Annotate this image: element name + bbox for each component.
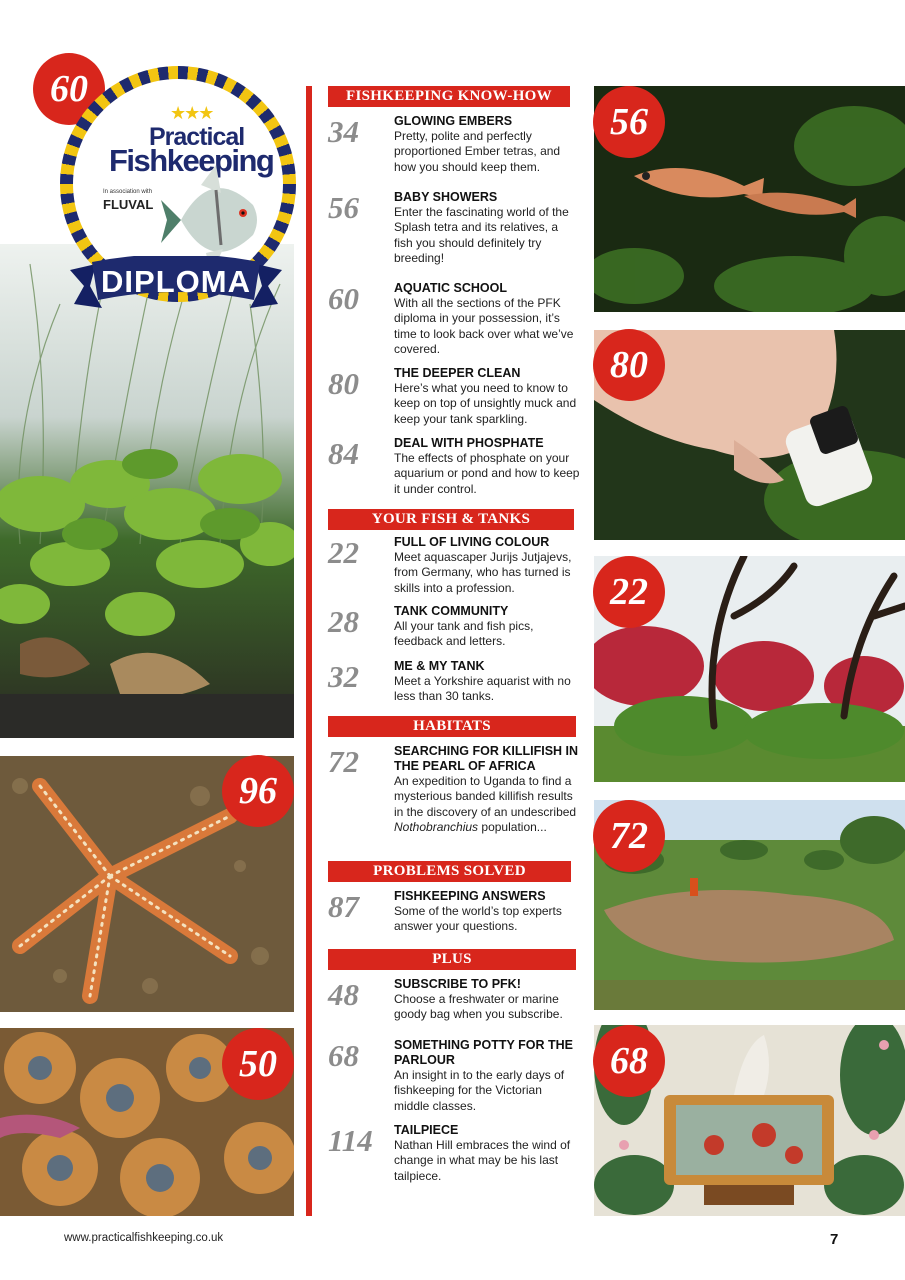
entry-page-number: 32 [328,659,359,694]
page-number: 7 [830,1231,839,1248]
entry-title: DEAL WITH PHOSPHATE [394,436,544,450]
badge-80: 80 [593,329,665,401]
badge-56: 56 [593,86,665,158]
logo-stars: ★★★ [170,103,213,123]
entry-description: An insight in to the early days of fishkeeping for the Victorian middle classes. [394,1068,565,1113]
entry-page-number: 60 [328,281,359,316]
section-heading-problems-solved: PROBLEMS SOLVED [328,861,571,882]
entry-page-number: 80 [328,366,359,401]
entry-description: With all the sections of the PFK diploma in your possession, it’s time to look back over what we’ve covered. [394,296,574,356]
aquatic-plants-photo [0,244,294,738]
badge-72: 72 [593,800,665,872]
entry-description: Some of the world’s top experts answer your questions. [394,904,562,934]
section-heading-your-fish-tanks: YOUR FISH & TANKS [328,509,574,530]
logo-sponsor: FLUVAL [103,197,154,212]
entry-title: TAILPIECE [394,1123,459,1137]
footer-website-link[interactable]: www.practicalfishkeeping.co.uk [64,1232,224,1244]
entry-description-tail: population... [481,819,547,834]
entry-title: FISHKEEPING ANSWERS [394,889,546,903]
entry-description: Choose a freshwater or marine goody bag when you subscribe. [394,992,563,1022]
entry-title: THE DEEPER CLEAN [394,366,521,380]
entry-description-species: Nothobranchius [394,819,479,834]
entry-page-number: 34 [328,114,359,149]
entry-title: TANK COMMUNITY [394,604,509,618]
divider-rule [306,86,312,1216]
entry-title: GLOWING EMBERS [394,114,513,128]
entry-description: Meet aquascaper Jurijs Jutjajevs, from Germany, who has turned is skills into a profession. [394,550,572,595]
entry-title: ME & MY TANK [394,659,485,673]
section-heading-habitats: HABITATS [328,716,576,737]
entry-page-number: 56 [328,190,359,225]
entry-description: Here’s what you need to know to keep on top of unsightly muck and keep your tank sparkling. [394,381,577,426]
entry-title: SEARCHING FOR KILLIFISH IN THE PEARL OF AFRICA [394,744,579,773]
entry-title: SOMETHING POTTY FOR THE PARLOUR [394,1038,573,1067]
section-heading-plus: PLUS [328,949,576,970]
entry-description: Enter the fascinating world of the Splash tetra and its relatives, a fish you should definitely try breeding! [394,205,569,265]
section-heading-know-how: FISHKEEPING KNOW-HOW [328,86,570,107]
entry-page-number: 72 [328,744,359,779]
diploma-ribbon-label: DIPLOMA [101,264,251,299]
entry-description: The effects of phosphate on your aquarium or pond and how to keep it under control. [394,451,580,496]
logo-association-text: In association with [103,189,153,195]
entry-description: All your tank and fish pics, feedback and letters. [394,619,534,649]
entry-title: BABY SHOWERS [394,190,498,204]
entry-page-number: 84 [328,436,359,471]
entry-title: AQUATIC SCHOOL [394,281,507,295]
entry-description [394,774,580,835]
entry-page-number: 22 [328,535,359,570]
entry-page-number: 68 [328,1038,359,1073]
badge-50: 50 [222,1028,294,1100]
badge-96: 96 [222,755,294,827]
entry-description: Nathan Hill embraces the wind of change in what may be his last tailpiece. [394,1138,571,1183]
entry-description: Meet a Yorkshire aquarist with no less than 30 tanks. [394,674,571,704]
entry-description: Pretty, polite and perfectly proportioned Ember tetras, and how you should keep them. [394,129,561,174]
entry-page-number: 87 [328,889,359,924]
entry-title: SUBSCRIBE TO PFK! [394,977,521,991]
logo-title-practical: Practical [149,123,245,151]
entry-page-number: 28 [328,604,359,639]
logo-title-fishkeeping: Fishkeeping [109,143,274,178]
entry-page-number: 114 [328,1123,373,1158]
entry-description-main: An expedition to Uganda to find a mysterious banded killifish results in the discovery of an undescribed [394,774,577,819]
badge-60: 60 [33,53,105,125]
badge-22: 22 [593,556,665,628]
entry-page-number: 48 [328,977,359,1012]
badge-68: 68 [593,1025,665,1097]
entry-title: FULL OF LIVING COLOUR [394,535,550,549]
